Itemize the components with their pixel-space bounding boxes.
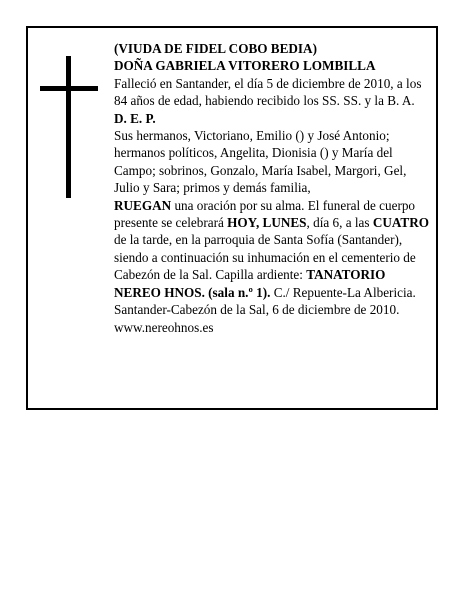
deceased-name: DOÑA GABRIELA VITORERO LOMBILLA: [114, 58, 376, 74]
ruegan-text: RUEGAN: [114, 197, 172, 213]
funeral-text-3: de la tarde, en la parroquia de Santa Sofía (Santander), siendo a continuación su inhumación en el cementerio de Cabezón de la Sal. Capilla ardiente:: [114, 232, 416, 283]
tanatorio-name: TANATORIO NEREO HNOS. (sala n.º 1).: [114, 267, 386, 300]
dep-line: D. E. P.: [114, 110, 156, 126]
website-link[interactable]: www.nereohnos.es: [114, 319, 214, 335]
funeral-day: HOY, LUNES: [227, 215, 307, 231]
obituary-notice-frame: [26, 26, 438, 410]
funeral-paragraph: [114, 197, 432, 301]
funeral-time: CUATRO: [372, 215, 429, 231]
cross-vertical-bar: [66, 56, 71, 198]
cross-horizontal-bar: [40, 86, 98, 91]
funeral-text-4: C./ Repuente-La Albericia.: [270, 284, 416, 300]
funeral-text-1: una oración por su alma. El funeral de cuerpo presente se celebrará: [114, 197, 416, 231]
obituary-text: [114, 40, 432, 336]
cross-icon: [40, 56, 98, 198]
widow-line: (VIUDA DE FIDEL COBO BEDIA): [114, 41, 317, 56]
family-list: Sus hermanos, Victoriano, Emilio () y José Antonio; hermanos políticos, Angelita, Dionisia () y María del Campo; sobrinos, Gonzalo, María Isabel, Margori, Gel, Julio y Sara; primos y demás familia,: [114, 128, 407, 196]
death-details: Falleció en Santander, el día 5 de diciembre de 2010, a los 84 años de edad, habiendo recibido los SS. SS. y la B. A.: [114, 75, 422, 109]
funeral-text-2: , día 6, a las: [306, 215, 373, 231]
place-date: Santander-Cabezón de la Sal, 6 de diciembre de 2010.: [114, 302, 400, 318]
